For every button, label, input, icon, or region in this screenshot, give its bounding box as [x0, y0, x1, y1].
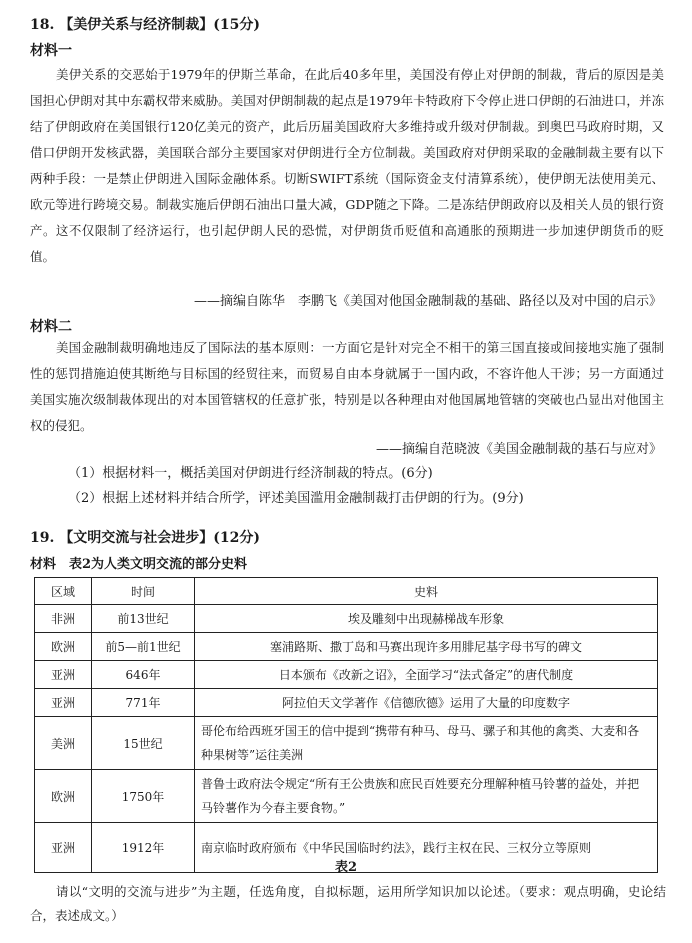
table-header-row	[35, 578, 658, 605]
sub-question-2: （2）根据上述材料并结合所学，评述美国滥用金融制裁打击伊朗的行为。(9分)	[68, 491, 524, 506]
table-row	[35, 717, 658, 770]
material-2-text: 美国金融制裁明确地违反了国际法的基本原则：一方面它是针对完全不相干的第三国直接或间接地实施了强制性的惩罚措施迫使其断绝与目标国的经贸往来，而贸易自由本身就属于一国内政，不容许他人干涉；另一方面通过美国实施次级制裁体现出的对本国管辖权的任意扩张，特别是以各种理由对他国属地管辖的突破也凸显出对他国主权的侵犯。	[30, 340, 664, 433]
row-area: 欧洲	[35, 770, 92, 823]
material-line: 材料 表2为人类文明交流的部分史料	[30, 557, 248, 572]
row-time: 15世纪	[92, 717, 195, 770]
material-1-label: 材料一	[30, 43, 72, 59]
row-text: 南京临时政府颁布《中华民国临时约法》，践行主权在民、三权分立等原则	[195, 823, 658, 873]
row-area: 亚洲	[35, 823, 92, 873]
row-time: 1750年	[92, 770, 195, 823]
material-2-label: 材料二	[30, 319, 72, 335]
row-time: 771年	[92, 689, 195, 717]
row-area: 亚洲	[35, 661, 92, 689]
table-row	[35, 633, 658, 661]
row-area: 美洲	[35, 717, 92, 770]
row-text: 普鲁士政府法令规定“所有王公贵族和庶民百姓要充分理解种植马铃薯的益处，并把马铃薯作为今春主要食物。”	[195, 770, 658, 823]
table-caption: 表2	[334, 860, 358, 875]
table-row	[35, 661, 658, 689]
history-table	[34, 577, 658, 873]
question-19-title: 19. 【文明交流与社会进步】(12分)	[30, 530, 260, 546]
row-text: 埃及雕刻中出现赫梯战车形象	[195, 605, 658, 633]
sub-question-1: （1）根据材料一，概括美国对伊朗进行经济制裁的特点。(6分)	[68, 466, 433, 481]
row-area: 非洲	[35, 605, 92, 633]
header-source: 史料	[195, 578, 658, 605]
table-row	[35, 770, 658, 823]
material-1-source: ——摘编自陈华 李鹏飞《美国对他国金融制裁的基础、路径以及对中国的启示》	[193, 294, 662, 309]
material-1-text: 美伊关系的交恶始于1979年的伊斯兰革命，在此后40多年里，美国没有停止对伊朗的制裁，背后的原因是美国担心伊朗对其中东霸权带来威胁。美国对伊朗制裁的起点是1979年卡特政府下令停止进口伊朗的石油进口，并冻结了伊朗政府在美国银行120亿美元的资产，此后历届美国政府大多维持或升级对伊制裁。到奥巴马政府时期，又借口伊朗开发核武器，美国联合部分主要国家对伊朗进行全方位制裁。美国政府对伊朗采取的金融制裁主要有以下两种手段：一是禁止伊朗进入国际金融体系。切断SWIFT系统（国际资金支付清算系统），使伊朗无法使用美元、欧元等进行跨境交易。制裁实施后伊朗石油出口量大减，GDP随之下降。二是冻结伊朗政府以及相关人员的银行资产。这不仅限制了经济运行，也引起伊朗人民的恐慌，对伊朗货币贬值和高通胀的预期进一步加速伊朗货币的贬值。	[30, 67, 664, 264]
row-text: 阿拉伯天文学著作《信德欣德》运用了大量的印度数字	[195, 689, 658, 717]
essay-prompt: 请以“文明的交流与进步”为主题，任选角度，自拟标题，运用所学知识加以论述。（要求：观点明确，史论结合，表述成文。）	[30, 884, 666, 923]
row-time: 前5—前1世纪	[92, 633, 195, 661]
question-18-title: 18. 【美伊关系与经济制裁】(15分)	[30, 17, 260, 33]
header-area: 区域	[35, 578, 92, 605]
header-time: 时间	[92, 578, 195, 605]
table-row	[35, 605, 658, 633]
row-text: 日本颁布《改新之诏》，全面学习“法式备定”的唐代制度	[195, 661, 658, 689]
row-time: 1912年	[92, 823, 195, 873]
row-area: 欧洲	[35, 633, 92, 661]
row-area: 亚洲	[35, 689, 92, 717]
table-row	[35, 689, 658, 717]
row-time: 646年	[92, 661, 195, 689]
row-text: 哥伦布给西班牙国王的信中提到“携带有种马、母马、骡子和其他的禽类、大麦和各种果树等”运往美洲	[195, 717, 658, 770]
row-time: 前13世纪	[92, 605, 195, 633]
row-text: 塞浦路斯、撒丁岛和马赛出现许多用腓尼基字母书写的碑文	[195, 633, 658, 661]
material-2-source: ——摘编自范晓波《美国金融制裁的基石与应对》	[375, 442, 662, 457]
